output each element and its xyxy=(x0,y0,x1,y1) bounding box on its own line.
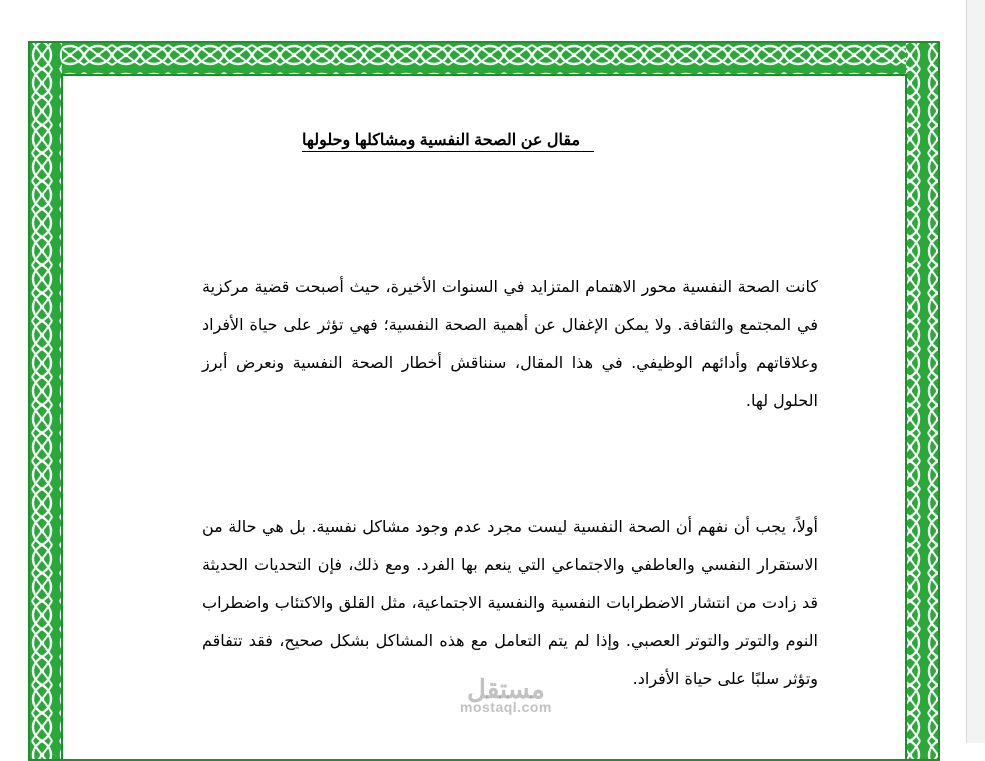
watermark-arabic: مستقل xyxy=(467,674,545,704)
paragraph-intro: كانت الصحة النفسية محور الاهتمام المتزايد في السنوات الأخيرة، حيث أصبحت قضية مركزية في المجتمع والثقافة. ولا يمكن الإغفال عن أهمية الصحة النفسية؛ فهي تؤثر على حياة الأفراد وعلاقاتهم وأدائهم الوظيفي. في هذا المقال، سنناقش أخطار الصحة النفسية ونعرض أبرز الحلول لها. xyxy=(202,277,818,410)
vertical-scrollbar[interactable] xyxy=(966,0,985,743)
document-title: مقال عن الصحة النفسية ومشاكلها وحلولها xyxy=(190,130,826,150)
mostaql-watermark xyxy=(460,676,552,714)
watermark-latin: mostaql.com xyxy=(460,699,552,715)
document-body[interactable] xyxy=(190,118,826,688)
paragraph-first-point: أولاً، يجب أن نفهم أن الصحة النفسية ليست مجرد عدم وجود مشاكل نفسية. بل هي حالة من الاستقرار النفسي والعاطفي والاجتماعي التي ينعم بها الفرد. ومع ذلك، فإن التحديات الحديثة قد زادت من انتشار الاضطرابات النفسية والنفسية الاجتماعية، مثل القلق والاكتئاب واضطراب النوم والتوتر والتوتر العصبي. وإذا لم يتم التعامل مع هذه المشاكل بشكل صحيح، فقد تتفاقم وتؤثر سلبًا على حياة الأفراد. xyxy=(202,517,818,688)
